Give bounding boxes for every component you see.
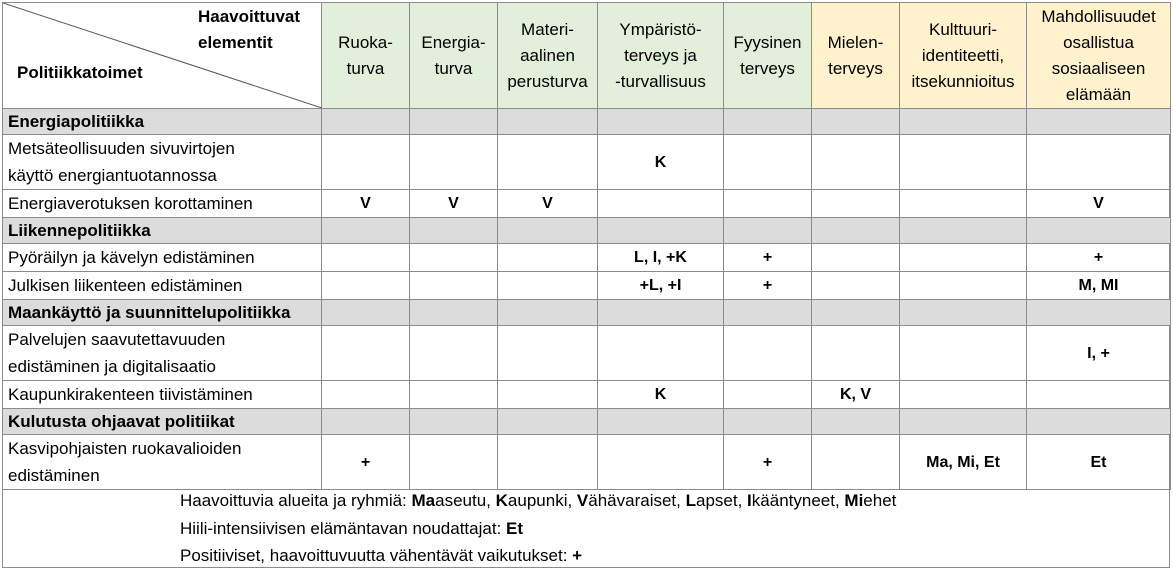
section-cell [1027, 218, 1171, 244]
legend-code: Mi [844, 491, 864, 510]
section-cell [410, 409, 498, 435]
section-cell [812, 218, 900, 244]
column-header-line: sosiaaliseen [1051, 58, 1146, 78]
impact-cell [900, 135, 1027, 190]
impact-cell: + [724, 435, 812, 490]
policy-label-line: edistäminen [8, 466, 100, 485]
table-row [3, 435, 1171, 490]
impact-cell [724, 381, 812, 409]
section-row [3, 409, 1171, 435]
section-cell [812, 409, 900, 435]
impact-cell [900, 381, 1027, 409]
impact-cell [812, 272, 900, 300]
impact-cell [498, 326, 598, 381]
policy-label [3, 435, 322, 490]
column-header-line: osallistua [1063, 32, 1134, 52]
legend-text: aseutu, [435, 491, 496, 510]
column-header [724, 3, 812, 109]
legend-text: ähävaraiset, [588, 491, 686, 510]
corner-top-line2: elementit [198, 33, 273, 52]
section-cell [322, 218, 410, 244]
column-header-line: identiteetti, [921, 45, 1005, 65]
impact-cell [812, 244, 900, 272]
impact-cell: Et [1027, 435, 1171, 490]
policy-label [3, 381, 322, 409]
section-cell [598, 109, 724, 135]
legend-line [180, 515, 896, 543]
legend-code: Ma [411, 491, 436, 510]
column-header-line: -turvallisuus [615, 71, 706, 91]
section-cell [812, 300, 900, 326]
policy-label-line: käyttö energiantuotannossa [8, 166, 217, 185]
impact-cell [598, 435, 724, 490]
column-header-line: Kulttuuri- [928, 19, 998, 39]
table-row [3, 326, 1171, 381]
column-header [322, 3, 410, 109]
impact-cell [410, 272, 498, 300]
column-header-line: itsekunnioitus [911, 71, 1015, 91]
section-cell [724, 300, 812, 326]
section-label: Energiapolitiikka [3, 109, 322, 135]
column-header-line: terveys ja [624, 45, 697, 65]
legend-code: + [572, 546, 583, 565]
policy-impact-table [2, 2, 1171, 490]
section-cell [498, 300, 598, 326]
section-row [3, 109, 1171, 135]
column-header-line: perusturva [507, 71, 588, 91]
legend-code: Et [506, 518, 524, 538]
section-cell [724, 109, 812, 135]
policy-label-line: Palvelujen saavutettavuuden [8, 330, 226, 349]
legend-code: K [495, 491, 508, 510]
impact-cell [498, 381, 598, 409]
section-cell [900, 409, 1027, 435]
column-header [812, 3, 900, 109]
corner-top-label [198, 4, 300, 56]
column-header-line: Mahdollisuudet [1041, 6, 1156, 26]
impact-cell [724, 326, 812, 381]
impact-cell [598, 190, 724, 218]
impact-cell [410, 244, 498, 272]
section-cell [410, 300, 498, 326]
column-header-line: turva [434, 58, 473, 78]
section-row [3, 218, 1171, 244]
impact-cell [812, 135, 900, 190]
column-header-line: Materi- [521, 19, 574, 39]
section-cell [498, 218, 598, 244]
impact-cell: V [322, 190, 410, 218]
section-cell [498, 409, 598, 435]
legend-text: Haavoittuvia alueita ja ryhmiä: [180, 491, 412, 510]
section-cell [322, 109, 410, 135]
impact-cell [598, 326, 724, 381]
impact-cell: K, V [812, 381, 900, 409]
impact-cell: + [724, 272, 812, 300]
impact-cell [410, 326, 498, 381]
impact-cell: I, + [1027, 326, 1171, 381]
impact-cell [498, 435, 598, 490]
policy-label-line: Julkisen liikenteen edistäminen [8, 276, 243, 295]
policy-label [3, 244, 322, 272]
section-cell [598, 409, 724, 435]
impact-cell [812, 326, 900, 381]
section-cell [900, 218, 1027, 244]
impact-cell [498, 272, 598, 300]
legend-text: ehet [863, 491, 897, 510]
section-cell [900, 300, 1027, 326]
policy-label-line: Kasvipohjaisten ruokavalioiden [8, 439, 242, 458]
section-cell [410, 109, 498, 135]
section-row [3, 300, 1171, 326]
legend-text: apset, [696, 491, 748, 510]
section-cell [1027, 409, 1171, 435]
section-cell [322, 300, 410, 326]
impact-cell [322, 381, 410, 409]
impact-cell [900, 326, 1027, 381]
section-cell [724, 218, 812, 244]
column-header-line: terveys [828, 58, 883, 78]
section-cell [322, 409, 410, 435]
impact-cell [900, 190, 1027, 218]
impact-cell [322, 244, 410, 272]
impact-cell [900, 272, 1027, 300]
section-cell [598, 300, 724, 326]
impact-cell [724, 190, 812, 218]
impact-cell: K [598, 381, 724, 409]
impact-cell [1027, 381, 1171, 409]
impact-cell [410, 435, 498, 490]
section-cell [812, 109, 900, 135]
section-cell [1027, 300, 1171, 326]
impact-cell: V [498, 190, 598, 218]
impact-cell [900, 244, 1027, 272]
policy-label-line: Metsäteollisuuden sivuvirtojen [8, 139, 235, 158]
legend-line [180, 487, 896, 515]
column-header [498, 3, 598, 109]
impact-cell [322, 135, 410, 190]
column-header-line: Ruoka- [338, 32, 393, 52]
column-header-line: Ympäristö- [619, 19, 702, 39]
impact-cell: Ma, Mi, Et [900, 435, 1027, 490]
legend-text: Positiiviset, haavoittuvuutta vähentävät vaikutukset: [180, 546, 573, 565]
table-row [3, 381, 1171, 409]
policy-label [3, 272, 322, 300]
table-body [3, 3, 1171, 490]
policy-label-line: Pyöräilyn ja kävelyn edistäminen [8, 248, 255, 267]
impact-cell [812, 435, 900, 490]
legend-text: Hiili-intensiivisen elämäntavan noudattajat: [180, 518, 507, 538]
policy-label [3, 190, 322, 218]
column-header-line: terveys [740, 58, 795, 78]
section-cell [724, 409, 812, 435]
impact-cell [410, 381, 498, 409]
policy-label [3, 135, 322, 190]
impact-cell: + [1027, 244, 1171, 272]
column-header-line: Mielen- [827, 32, 884, 52]
column-header [410, 3, 498, 109]
impact-cell [1027, 135, 1171, 190]
table-row [3, 190, 1171, 218]
column-header [598, 3, 724, 109]
impact-cell: V [1027, 190, 1171, 218]
impact-cell: + [724, 244, 812, 272]
impact-cell [498, 244, 598, 272]
legend-code: I [747, 491, 752, 510]
section-cell [410, 218, 498, 244]
policy-label-line: Kaupunkirakenteen tiivistäminen [8, 385, 253, 404]
impact-cell: + [322, 435, 410, 490]
column-header [1027, 3, 1171, 109]
column-header-line: turva [346, 58, 385, 78]
impact-cell: +L, +I [598, 272, 724, 300]
corner-cell [3, 3, 322, 109]
policy-label-line: edistäminen ja digitalisaatio [8, 357, 216, 376]
impact-cell: K [598, 135, 724, 190]
legend-text: aupunki, [507, 491, 577, 510]
impact-cell: V [410, 190, 498, 218]
legend [180, 487, 896, 570]
corner-bottom-label: Politiikkatoimet [17, 63, 143, 82]
section-cell [598, 218, 724, 244]
header-row [3, 3, 1171, 109]
table-row [3, 244, 1171, 272]
impact-cell [498, 135, 598, 190]
section-label: Liikennepolitiikka [3, 218, 322, 244]
table-row [3, 272, 1171, 300]
impact-cell: L, I, +K [598, 244, 724, 272]
impact-cell [410, 135, 498, 190]
legend-code: L [685, 491, 696, 510]
section-cell [498, 109, 598, 135]
section-cell [900, 109, 1027, 135]
legend-code: V [576, 491, 589, 510]
table-row [3, 135, 1171, 190]
section-cell [1027, 109, 1171, 135]
column-header-line: elämään [1065, 84, 1132, 104]
policy-label [3, 326, 322, 381]
legend-text: kääntyneet, [751, 491, 845, 510]
impact-cell: M, MI [1027, 272, 1171, 300]
column-header-line: Energia- [421, 32, 486, 52]
impact-cell [322, 326, 410, 381]
impact-cell [322, 272, 410, 300]
column-header-line: Fyysinen [733, 32, 802, 52]
column-header-line: aalinen [520, 45, 575, 65]
section-label: Kulutusta ohjaavat politiikat [3, 409, 322, 435]
section-label: Maankäyttö ja suunnittelupolitiikka [3, 300, 322, 326]
legend-line [180, 542, 896, 570]
impact-cell [812, 190, 900, 218]
corner-top-line1: Haavoittuvat [198, 7, 301, 26]
policy-label-line: Energiaverotuksen korottaminen [8, 194, 253, 213]
impact-cell [724, 135, 812, 190]
column-header [900, 3, 1027, 109]
